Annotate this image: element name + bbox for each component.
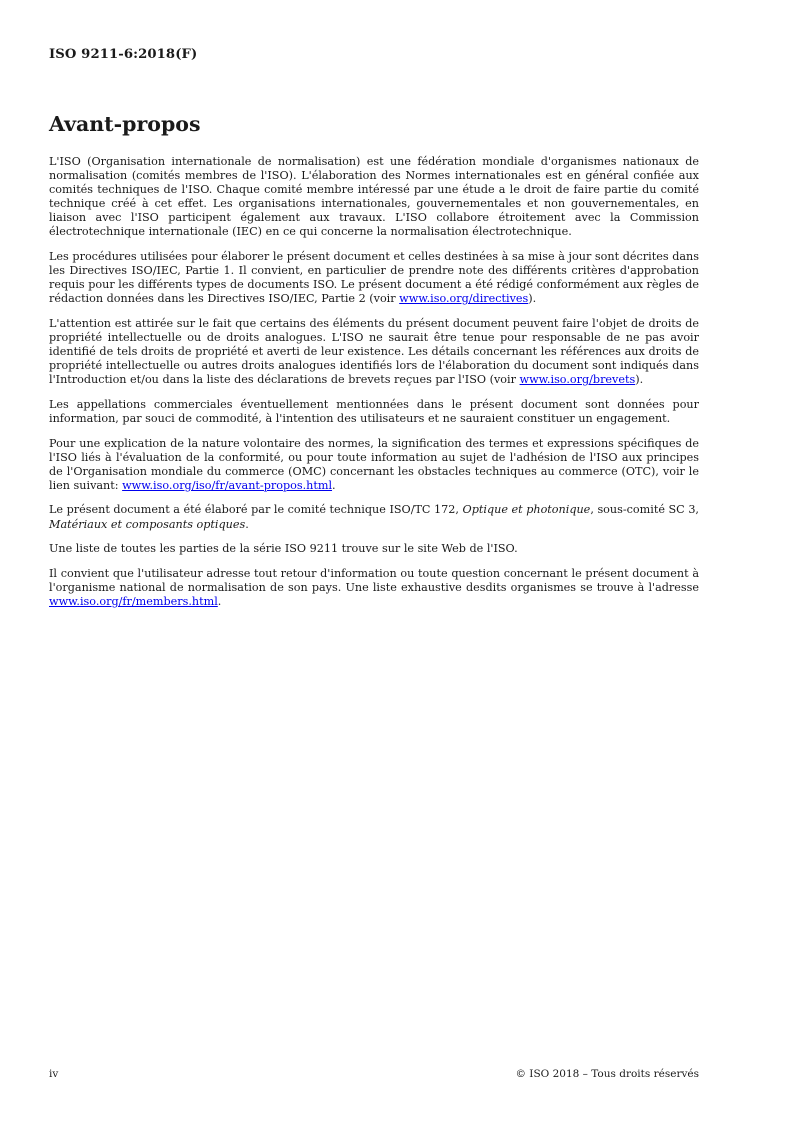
paragraph-series-list: Une liste de toutes les parties de la série ISO 9211 trouve sur le site Web de l'ISO. [49, 542, 518, 556]
subcommittee-name: Matériaux et composants optiques [49, 517, 246, 531]
paragraph-trade-names: Les appellations commerciales éventuellement mentionnées dans le présent document sont données pour information, par souci de commodité, à l'intention des utilisateurs et ne sauraient constituer un engagement. [49, 397, 699, 425]
paragraph-tail: ). [528, 292, 537, 306]
patents-link[interactable]: www.iso.org/brevets [519, 373, 636, 387]
paragraph-text: Pour une explication de la nature volontaire des normes, la signification des termes et expressions spécifiques de l'ISO liés à l'évaluation de la conformité, ou pour toute information au sujet de l'adhésion de l'ISO aux principes de l'Organisation mondiale du commerce (OMC) concernant les obstacles techniques au commerce (OTC), voir le lien suivant: [49, 436, 699, 492]
document-id: ISO 9211-6:2018(F) [49, 47, 198, 62]
paragraph-feedback [49, 567, 699, 609]
foreword-body [49, 155, 699, 620]
directives-link[interactable]: www.iso.org/directives [399, 292, 529, 306]
paragraph-text: Il convient que l'utilisateur adresse tout retour d'information ou toute question concernant le présent document à l'organisme national de normalisation de son pays. Une liste exhaustive desdits organismes se trouve à l'adresse [49, 566, 699, 594]
page-number: iv [49, 1068, 59, 1080]
paragraph-iso-intro: L'ISO (Organisation internationale de normalisation) est une fédération mondiale d'organismes nationaux de normalisation (comités membres de l'ISO). L'élaboration des Normes internationales est en général confiée aux comités techniques de l'ISO. Chaque comité membre intéressé par une étude a le droit de faire partie du comité technique créé à cet effet. Les organisations internationales, gouvernementales et non gouvernementales, en liaison avec l'ISO participent également aux travaux. L'ISO collabore étroitement avec la Commission électrotechnique internationale (IEC) en ce qui concerne la normalisation électrotechnique. [49, 155, 699, 239]
copyright-notice: © ISO 2018 – Tous droits réservés [515, 1068, 699, 1080]
paragraph-text: L'attention est attirée sur le fait que certains des éléments du présent document peuvent faire l'objet de droits de propriété intellectuelle ou de droits analogues. L'ISO ne saurait être tenue pour responsable de ne pas avoir identifié de tels droits de propriété et averti de leur existence. Les détails concernant les références aux droits de propriété intellectuelle ou autres droits analogues identifiés lors de l'élaboration du document sont indiqués dans l'Introduction et/ou dans la liste des déclarations de brevets reçues par l'ISO (voir [49, 316, 699, 387]
paragraph-tail: . [332, 478, 336, 492]
paragraph-voluntary-nature [49, 437, 699, 493]
page-title: Avant-propos [49, 112, 201, 136]
committee-name: Optique et photonique [462, 503, 591, 517]
foreword-link[interactable]: www.iso.org/iso/fr/avant-propos.html [122, 478, 333, 492]
paragraph-tail: . [245, 517, 249, 531]
paragraph-mid: , sous-comité SC 3, [590, 503, 699, 517]
members-link[interactable]: www.iso.org/fr/members.html [49, 594, 218, 608]
paragraph-tail: ). [635, 373, 644, 387]
paragraph-patents [49, 317, 699, 387]
paragraph-procedures [49, 250, 699, 306]
paragraph-committee [49, 503, 699, 531]
paragraph-text: Les procédures utilisées pour élaborer le présent document et celles destinées à sa mise à jour sont décrites dans les Directives ISO/IEC, Partie 1. Il convient, en particulier de prendre note des différents critères d'approbation requis pour les différents types de documents ISO. Le présent document a été rédigé conformément aux règles de rédaction données dans les Directives ISO/IEC, Partie 2 (voir [49, 250, 699, 306]
paragraph-text: Le présent document a été élaboré par le comité technique ISO/TC 172, [49, 503, 463, 517]
paragraph-tail: . [217, 594, 222, 608]
